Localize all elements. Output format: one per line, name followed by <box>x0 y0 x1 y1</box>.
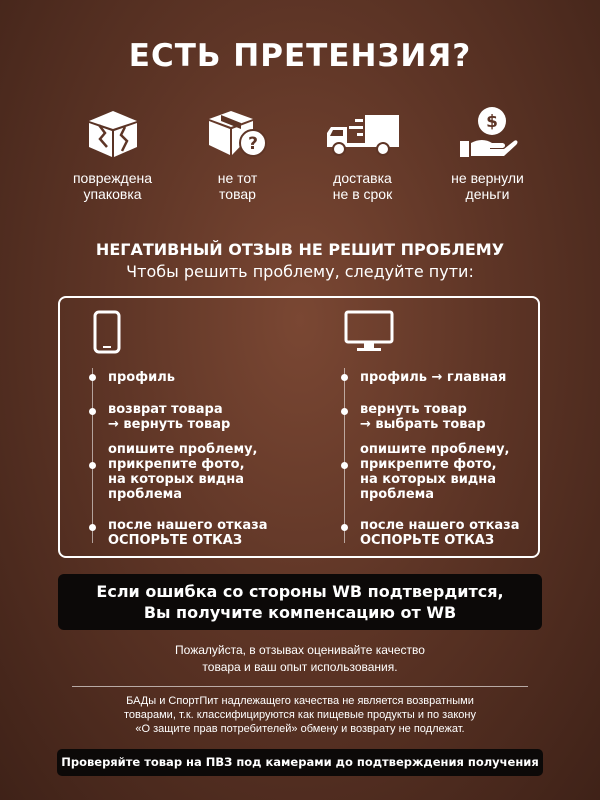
issues-row <box>50 105 550 205</box>
compensation-banner <box>58 574 542 630</box>
step-dot <box>89 374 96 381</box>
negative-review-heading: НЕГАТИВНЫЙ ОТЗЫВ НЕ РЕШИТ ПРОБЛЕМУ <box>95 240 505 259</box>
issue-label: доставка не в срок <box>332 170 393 202</box>
step-dot <box>341 462 348 469</box>
steps-box <box>58 296 540 558</box>
step-dot <box>341 374 348 381</box>
step-dot <box>341 408 348 415</box>
desktop-steps <box>312 298 540 558</box>
issue-money-not-returned <box>425 105 550 202</box>
desktop-step-1: профиль → главная <box>360 370 507 385</box>
disclaimer: БАДы и СпортПит надлежащего качества не является возвратными товарами, т.к. классифицируются как пищевые продукты и по закону «О защите прав потребителей» обмену и возврату не подлежат. <box>124 695 476 735</box>
damaged-box-icon <box>50 105 175 161</box>
mobile-step-4: после нашего отказа ОСПОРЬТЕ ОТКАЗ <box>108 518 268 548</box>
mobile-step-3: опишите проблему, прикрепите фото, на которых видна проблема <box>108 442 258 502</box>
compensation-line-2: Вы получите компенсацию от WB <box>143 603 457 622</box>
issue-label: повреждена упаковка <box>72 170 153 202</box>
compensation-line-1: Если ошибка со стороны WB подтвердится, <box>96 582 504 601</box>
divider <box>72 686 528 687</box>
step-dot <box>89 524 96 531</box>
mobile-step-2: возврат товара → вернуть товар <box>108 402 231 432</box>
issue-wrong-item <box>175 105 300 202</box>
step-dot <box>89 462 96 469</box>
svg-text:$: $ <box>485 112 498 132</box>
desktop-step-2: вернуть товар → выбрать товар <box>360 402 486 432</box>
desktop-step-4: после нашего отказа ОСПОРЬТЕ ОТКАЗ <box>360 518 520 548</box>
issue-label: не тот товар <box>217 170 258 202</box>
bottom-notice: Проверяйте товар на ПВЗ под камерами до подтверждения получения <box>57 749 543 776</box>
svg-text:?: ? <box>247 134 258 154</box>
issue-damaged-package <box>50 105 175 202</box>
issue-late-delivery <box>300 105 425 202</box>
step-dot <box>341 524 348 531</box>
timeline-line <box>344 368 345 543</box>
issue-label: не вернули деньги <box>451 170 524 202</box>
page-title: ЕСТЬ ПРЕТЕНЗИЯ? <box>128 38 472 74</box>
mobile-step-1: профиль <box>108 370 175 385</box>
box-question-icon <box>175 105 300 161</box>
mobile-steps <box>60 298 300 558</box>
timeline-line <box>92 368 93 543</box>
hand-money-icon <box>425 105 550 161</box>
delivery-truck-icon <box>300 105 425 161</box>
desktop-step-3: опишите проблему, прикрепите фото, на которых видна проблема <box>360 442 510 502</box>
monitor-icon <box>344 310 394 358</box>
step-dot <box>89 408 96 415</box>
smartphone-icon <box>93 310 121 358</box>
review-note: Пожалуйста, в отзывах оценивайте качество товара и ваш опыт использования. <box>175 643 425 674</box>
negative-review-subtitle: Чтобы решить проблему, следуйте пути: <box>126 262 474 281</box>
